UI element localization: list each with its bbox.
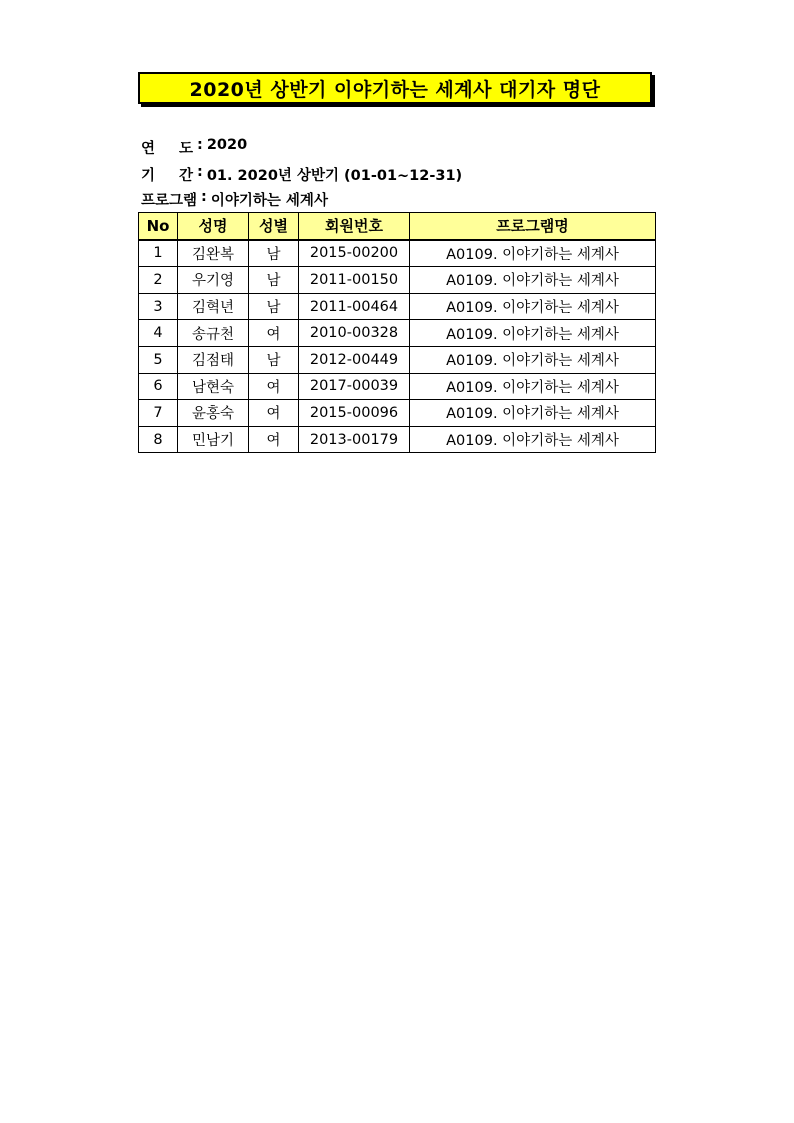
cell-program-name: A0109. 이야기하는 세계사 (410, 426, 656, 453)
cell-gender: 남 (249, 267, 299, 294)
cell-name: 김점태 (178, 346, 249, 373)
table-row (139, 346, 656, 373)
table-row (139, 320, 656, 347)
waitlist-table-body (139, 240, 656, 453)
cell-member-id: 2013-00179 (299, 426, 410, 453)
table-row (139, 426, 656, 453)
meta-year-separator: : (197, 137, 203, 153)
cell-program-name: A0109. 이야기하는 세계사 (410, 240, 656, 267)
table-row (139, 293, 656, 320)
cell-member-id: 2010-00328 (299, 320, 410, 347)
cell-gender: 남 (249, 293, 299, 320)
cell-member-id: 2015-00096 (299, 400, 410, 427)
cell-name: 민남기 (178, 426, 249, 453)
meta-program-separator: : (201, 189, 207, 205)
cell-program-name: A0109. 이야기하는 세계사 (410, 400, 656, 427)
cell-member-id: 2017-00039 (299, 373, 410, 400)
meta-year-label (141, 137, 193, 158)
cell-no: 2 (139, 267, 178, 294)
table-row (139, 373, 656, 400)
cell-program-name: A0109. 이야기하는 세계사 (410, 346, 656, 373)
cell-name: 송규천 (178, 320, 249, 347)
cell-program-name: A0109. 이야기하는 세계사 (410, 320, 656, 347)
cell-no: 1 (139, 240, 178, 267)
meta-year-label-char-2: 도 (178, 141, 193, 157)
waitlist-table (138, 212, 656, 453)
table-row (139, 240, 656, 267)
header-no: No (139, 213, 178, 240)
cell-no: 6 (139, 373, 178, 400)
cell-gender: 여 (249, 426, 299, 453)
cell-name: 김혁년 (178, 293, 249, 320)
cell-no: 5 (139, 346, 178, 373)
cell-no: 8 (139, 426, 178, 453)
cell-gender: 남 (249, 346, 299, 373)
meta-program-row (141, 189, 328, 210)
waitlist-table-header (139, 213, 656, 240)
meta-period-value: 01. 2020년 상반기 (01-01~12-31) (206, 168, 463, 184)
cell-name: 남현숙 (178, 373, 249, 400)
document-title-box (138, 72, 652, 104)
cell-name: 윤홍숙 (178, 400, 249, 427)
cell-member-id: 2015-00200 (299, 240, 410, 267)
header-row (139, 213, 656, 240)
meta-program-label: 프로그램 (141, 193, 198, 209)
cell-program-name: A0109. 이야기하는 세계사 (410, 293, 656, 320)
header-member-id: 회원번호 (299, 213, 410, 240)
cell-member-id: 2011-00464 (299, 293, 410, 320)
cell-gender: 여 (249, 400, 299, 427)
cell-gender: 여 (249, 373, 299, 400)
meta-period-row (141, 164, 462, 185)
document-title: 2020년 상반기 이야기하는 세계사 대기자 명단 (189, 78, 601, 101)
cell-no: 4 (139, 320, 178, 347)
table-row (139, 267, 656, 294)
cell-name: 김완복 (178, 240, 249, 267)
cell-gender: 여 (249, 320, 299, 347)
meta-year-label-char-1: 연 (141, 141, 156, 157)
meta-period-label (141, 164, 193, 185)
meta-program-value: 이야기하는 세계사 (210, 193, 328, 209)
cell-member-id: 2012-00449 (299, 346, 410, 373)
table-row (139, 400, 656, 427)
cell-no: 7 (139, 400, 178, 427)
header-program-name: 프로그램명 (410, 213, 656, 240)
cell-member-id: 2011-00150 (299, 267, 410, 294)
meta-period-separator: : (197, 164, 203, 180)
cell-gender: 남 (249, 240, 299, 267)
header-gender: 성별 (249, 213, 299, 240)
cell-program-name: A0109. 이야기하는 세계사 (410, 267, 656, 294)
meta-year-value: 2020 (206, 137, 248, 153)
header-name: 성명 (178, 213, 249, 240)
meta-period-label-char-2: 간 (178, 168, 193, 184)
cell-program-name: A0109. 이야기하는 세계사 (410, 373, 656, 400)
cell-name: 우기영 (178, 267, 249, 294)
meta-year-row (141, 137, 247, 158)
meta-period-label-char-1: 기 (141, 168, 156, 184)
cell-no: 3 (139, 293, 178, 320)
